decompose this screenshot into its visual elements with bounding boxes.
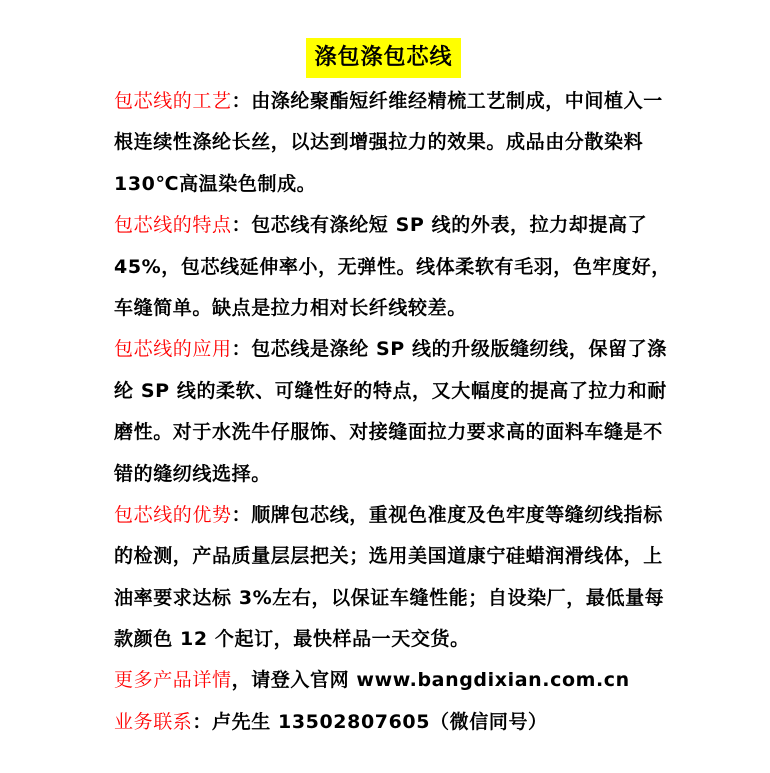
section-label: 包芯线的工艺 (114, 90, 232, 112)
line-text: 纶 SP 线的柔软、可缝性好的特点，又大幅度的提高了拉力和耐 (114, 379, 667, 402)
document-body (114, 81, 674, 743)
line-text: 车缝简单。缺点是拉力相对长纤线较差。 (114, 296, 467, 319)
line-text: 错的缝纫线选择。 (114, 462, 271, 485)
line-text: ，请登入官网 www.bangdixian.com.cn (231, 669, 630, 692)
line-text: 款颜色 12 个起订，最快样品一天交货。 (114, 628, 470, 651)
text-line (114, 536, 674, 577)
section-application (114, 329, 674, 495)
text-line (114, 578, 674, 619)
section-features (114, 205, 674, 329)
text-line (114, 164, 674, 205)
section-process (114, 81, 674, 205)
section-label: 更多产品详情 (114, 669, 232, 692)
line-text: 130℃高温染色制成。 (114, 172, 317, 195)
section-label: 包芯线的特点 (114, 214, 232, 237)
text-line (114, 81, 674, 122)
text-line (114, 247, 674, 288)
text-line (114, 288, 674, 329)
line-text: ：包芯线有涤纶短 SP 线的外表，拉力却提高了 (231, 214, 648, 237)
line-text: ：包芯线是涤纶 SP 线的升级版缝纫线，保留了涤 (231, 338, 667, 361)
text-line (114, 495, 674, 536)
section-advantages (114, 495, 674, 661)
text-line (114, 371, 674, 412)
section-label: 业务联系 (114, 710, 193, 733)
text-line (114, 412, 674, 453)
line-text: 油率要求达标 3%左右，以保证车缝性能；自设染厂，最低量每 (114, 586, 665, 609)
text-line (114, 454, 674, 495)
line-text: ：顺牌包芯线，重视色准度及色牢度等缝纫线指标 (231, 503, 663, 526)
line-text: 根连续性涤纶长丝，以达到增强拉力的效果。成品由分散染料 (114, 131, 644, 154)
text-line (114, 122, 674, 163)
line-text: ：卢先生 13502807605（微信同号） (192, 710, 548, 733)
text-line (114, 329, 674, 370)
text-line (114, 702, 674, 743)
section-contact (114, 702, 674, 743)
section-label: 包芯线的应用 (114, 338, 232, 361)
section-label: 包芯线的优势 (114, 503, 232, 526)
line-text: ：由涤纶聚酯短纤维经精梳工艺制成，中间植入一 (231, 90, 663, 112)
text-line (114, 660, 674, 701)
line-text: 磨性。对于水洗牛仔服饰、对接缝面拉力要求高的面料车缝是不 (114, 421, 663, 444)
section-more-info (114, 660, 674, 701)
text-line (114, 205, 674, 246)
line-text: 的检测，产品质量层层把关；选用美国道康宁硅蜡润滑线体，上 (114, 545, 663, 568)
document-title: 涤包涤包芯线 (306, 38, 461, 78)
text-line (114, 619, 674, 660)
line-text: 45%，包芯线延伸率小，无弹性。线体柔软有毛羽，色牢度好， (114, 255, 671, 278)
